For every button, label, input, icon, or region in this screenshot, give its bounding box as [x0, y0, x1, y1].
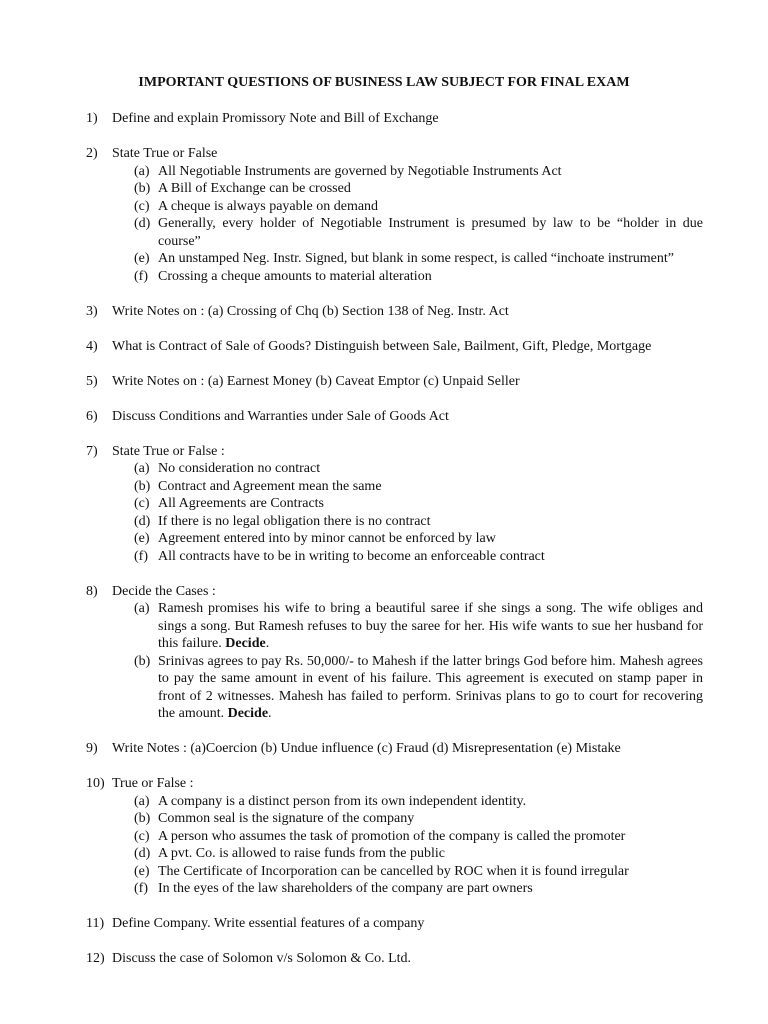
decide-label: Decide — [225, 636, 266, 651]
question-text: What is Contract of Sale of Goods? Distinguish between Sale, Bailment, Gift, Pledge, Mortgage — [112, 338, 652, 354]
case-tail: . — [265, 636, 270, 651]
sub-item-text: A Bill of Exchange can be crossed — [158, 181, 351, 196]
sub-item-label: (f) — [134, 881, 148, 896]
sub-item — [112, 793, 703, 811]
sub-item-text: A company is a distinct person from its own independent identity. — [158, 793, 527, 809]
sub-item — [112, 513, 703, 531]
sub-item-label: (c) — [134, 828, 150, 844]
question-number: 12) — [86, 951, 105, 966]
sub-item — [112, 478, 703, 496]
question-text: Discuss Conditions and Warranties under Sale of Goods Act — [112, 408, 449, 424]
question-number: 1) — [86, 111, 98, 126]
sub-item — [112, 460, 703, 478]
question-number: 8) — [86, 583, 98, 599]
question-4 — [86, 338, 703, 356]
sub-item-label: (a) — [134, 163, 150, 179]
sub-item-text: No consideration no contract — [158, 461, 321, 476]
question-5 — [86, 373, 703, 391]
sub-item-text: In the eyes of the law shareholders of the company are part owners — [158, 881, 533, 896]
sub-item — [112, 180, 703, 198]
sub-item-text: All Agreements are Contracts — [158, 496, 325, 511]
sub-item — [112, 530, 703, 548]
sub-item-text: All Negotiable Instruments are governed by Negotiable Instruments Act — [158, 163, 562, 179]
sub-item-label: (d) — [134, 513, 151, 529]
sub-item-label: (e) — [134, 251, 150, 266]
question-text: True or False : — [112, 776, 194, 791]
sub-item-label: (b) — [134, 811, 151, 826]
sub-item-label: (f) — [134, 268, 148, 284]
question-text: Decide the Cases : — [112, 583, 216, 599]
question-number: 3) — [86, 303, 98, 319]
sub-item-label: (b) — [134, 478, 151, 494]
sub-item-label: (b) — [134, 653, 151, 669]
question-7 — [86, 443, 703, 566]
sub-item — [112, 863, 703, 881]
sub-item-label: (b) — [134, 181, 151, 196]
question-list — [86, 110, 703, 985]
question-number: 4) — [86, 338, 98, 354]
question-10 — [86, 775, 703, 898]
sub-item — [112, 810, 703, 828]
sub-item-text: If there is no legal obligation there is no contract — [158, 513, 431, 529]
sub-item — [112, 215, 703, 250]
question-number: 9) — [86, 741, 98, 756]
case-tail: . — [268, 706, 272, 721]
sub-item-label: (d) — [134, 216, 151, 231]
sub-item — [112, 880, 703, 898]
sub-item-text: A cheque is always payable on demand — [158, 198, 379, 214]
sub-item — [112, 845, 703, 863]
question-8 — [86, 583, 703, 723]
question-3 — [86, 303, 703, 321]
sub-item — [112, 495, 703, 513]
sub-item-label: (a) — [134, 461, 150, 476]
case-item — [112, 653, 703, 723]
question-number: 10) — [86, 776, 105, 791]
sub-item-text: An unstamped Neg. Instr. Signed, but blank in some respect, is called “inchoate instrument” — [158, 251, 674, 266]
sub-item-text: Crossing a cheque amounts to material alteration — [158, 268, 432, 284]
case-text: Srinivas agrees to pay Rs. 50,000/- to Mahesh if the latter brings God before him. Mahesh agrees to pay the same amount in event of his failure. This agreement is executed on stamp paper in front of 2 witnesses. Mahesh has failed to perform. Srinivas plans to go to court for recovering the amount. — [158, 653, 703, 721]
question-number: 6) — [86, 408, 98, 424]
question-2 — [86, 145, 703, 285]
sub-item-text: All contracts have to be in writing to become an enforceable contract — [158, 548, 545, 564]
question-1 — [86, 110, 703, 128]
question-number: 11) — [86, 916, 105, 931]
question-text: Define Company. Write essential features of a company — [112, 916, 425, 931]
question-text: Write Notes on : (a) Earnest Money (b) Caveat Emptor (c) Unpaid Seller — [112, 373, 520, 389]
question-text: Define and explain Promissory Note and Bill of Exchange — [112, 111, 439, 126]
question-number: 2) — [86, 146, 98, 161]
case-text: Ramesh promises his wife to bring a beautiful saree if she sings a song. The wife obliges and sings a song. But Ramesh refuses to buy the saree for her. His wife wants to sue her husband for this failure. — [158, 601, 703, 651]
question-12 — [86, 950, 703, 968]
question-6 — [86, 408, 703, 426]
question-number: 5) — [86, 373, 98, 389]
question-text: Write Notes : (a)Coercion (b) Undue influence (c) Fraud (d) Misrepresentation (e) Mistake — [112, 741, 621, 756]
sub-item-label: (f) — [134, 548, 148, 564]
sub-item-label: (c) — [134, 198, 150, 214]
sub-item — [112, 548, 703, 566]
page-title: IMPORTANT QUESTIONS OF BUSINESS LAW SUBJECT FOR FINAL EXAM — [138, 75, 630, 90]
sub-item-text: The Certificate of Incorporation can be cancelled by ROC when it is found irregular — [158, 863, 629, 879]
sub-item-label: (c) — [134, 496, 150, 511]
sub-item-text: A person who assumes the task of promotion of the company is called the promoter — [158, 828, 626, 844]
case-item — [112, 600, 703, 653]
sub-item-label: (a) — [134, 793, 150, 809]
sub-item-text: Contract and Agreement mean the same — [158, 478, 382, 494]
decide-label: Decide — [227, 706, 269, 721]
question-11 — [86, 915, 703, 933]
question-text: State True or False : — [112, 443, 225, 459]
sub-item — [112, 828, 703, 846]
sub-item-label: (d) — [134, 846, 151, 861]
sub-item — [112, 163, 703, 181]
question-text: Discuss the case of Solomon v/s Solomon & Co. Ltd. — [112, 951, 412, 966]
question-9 — [86, 740, 703, 758]
sub-item — [112, 268, 703, 286]
sub-item-text: A pvt. Co. is allowed to raise funds from the public — [158, 846, 445, 861]
sub-item-text: Common seal is the signature of the company — [158, 811, 415, 826]
sub-item-text: Generally, every holder of Negotiable Instrument is presumed by law to be “holder in due course” — [158, 216, 703, 249]
question-number: 7) — [86, 443, 98, 459]
sub-item-label: (a) — [134, 601, 150, 616]
sub-item-label: (e) — [134, 863, 150, 879]
sub-item-label: (e) — [134, 531, 150, 546]
question-text: State True or False — [112, 146, 218, 161]
question-text: Write Notes on : (a) Crossing of Chq (b) Section 138 of Neg. Instr. Act — [112, 303, 509, 319]
sub-item — [112, 250, 703, 268]
sub-item-text: Agreement entered into by minor cannot be enforced by law — [158, 531, 496, 546]
sub-item — [112, 198, 703, 216]
